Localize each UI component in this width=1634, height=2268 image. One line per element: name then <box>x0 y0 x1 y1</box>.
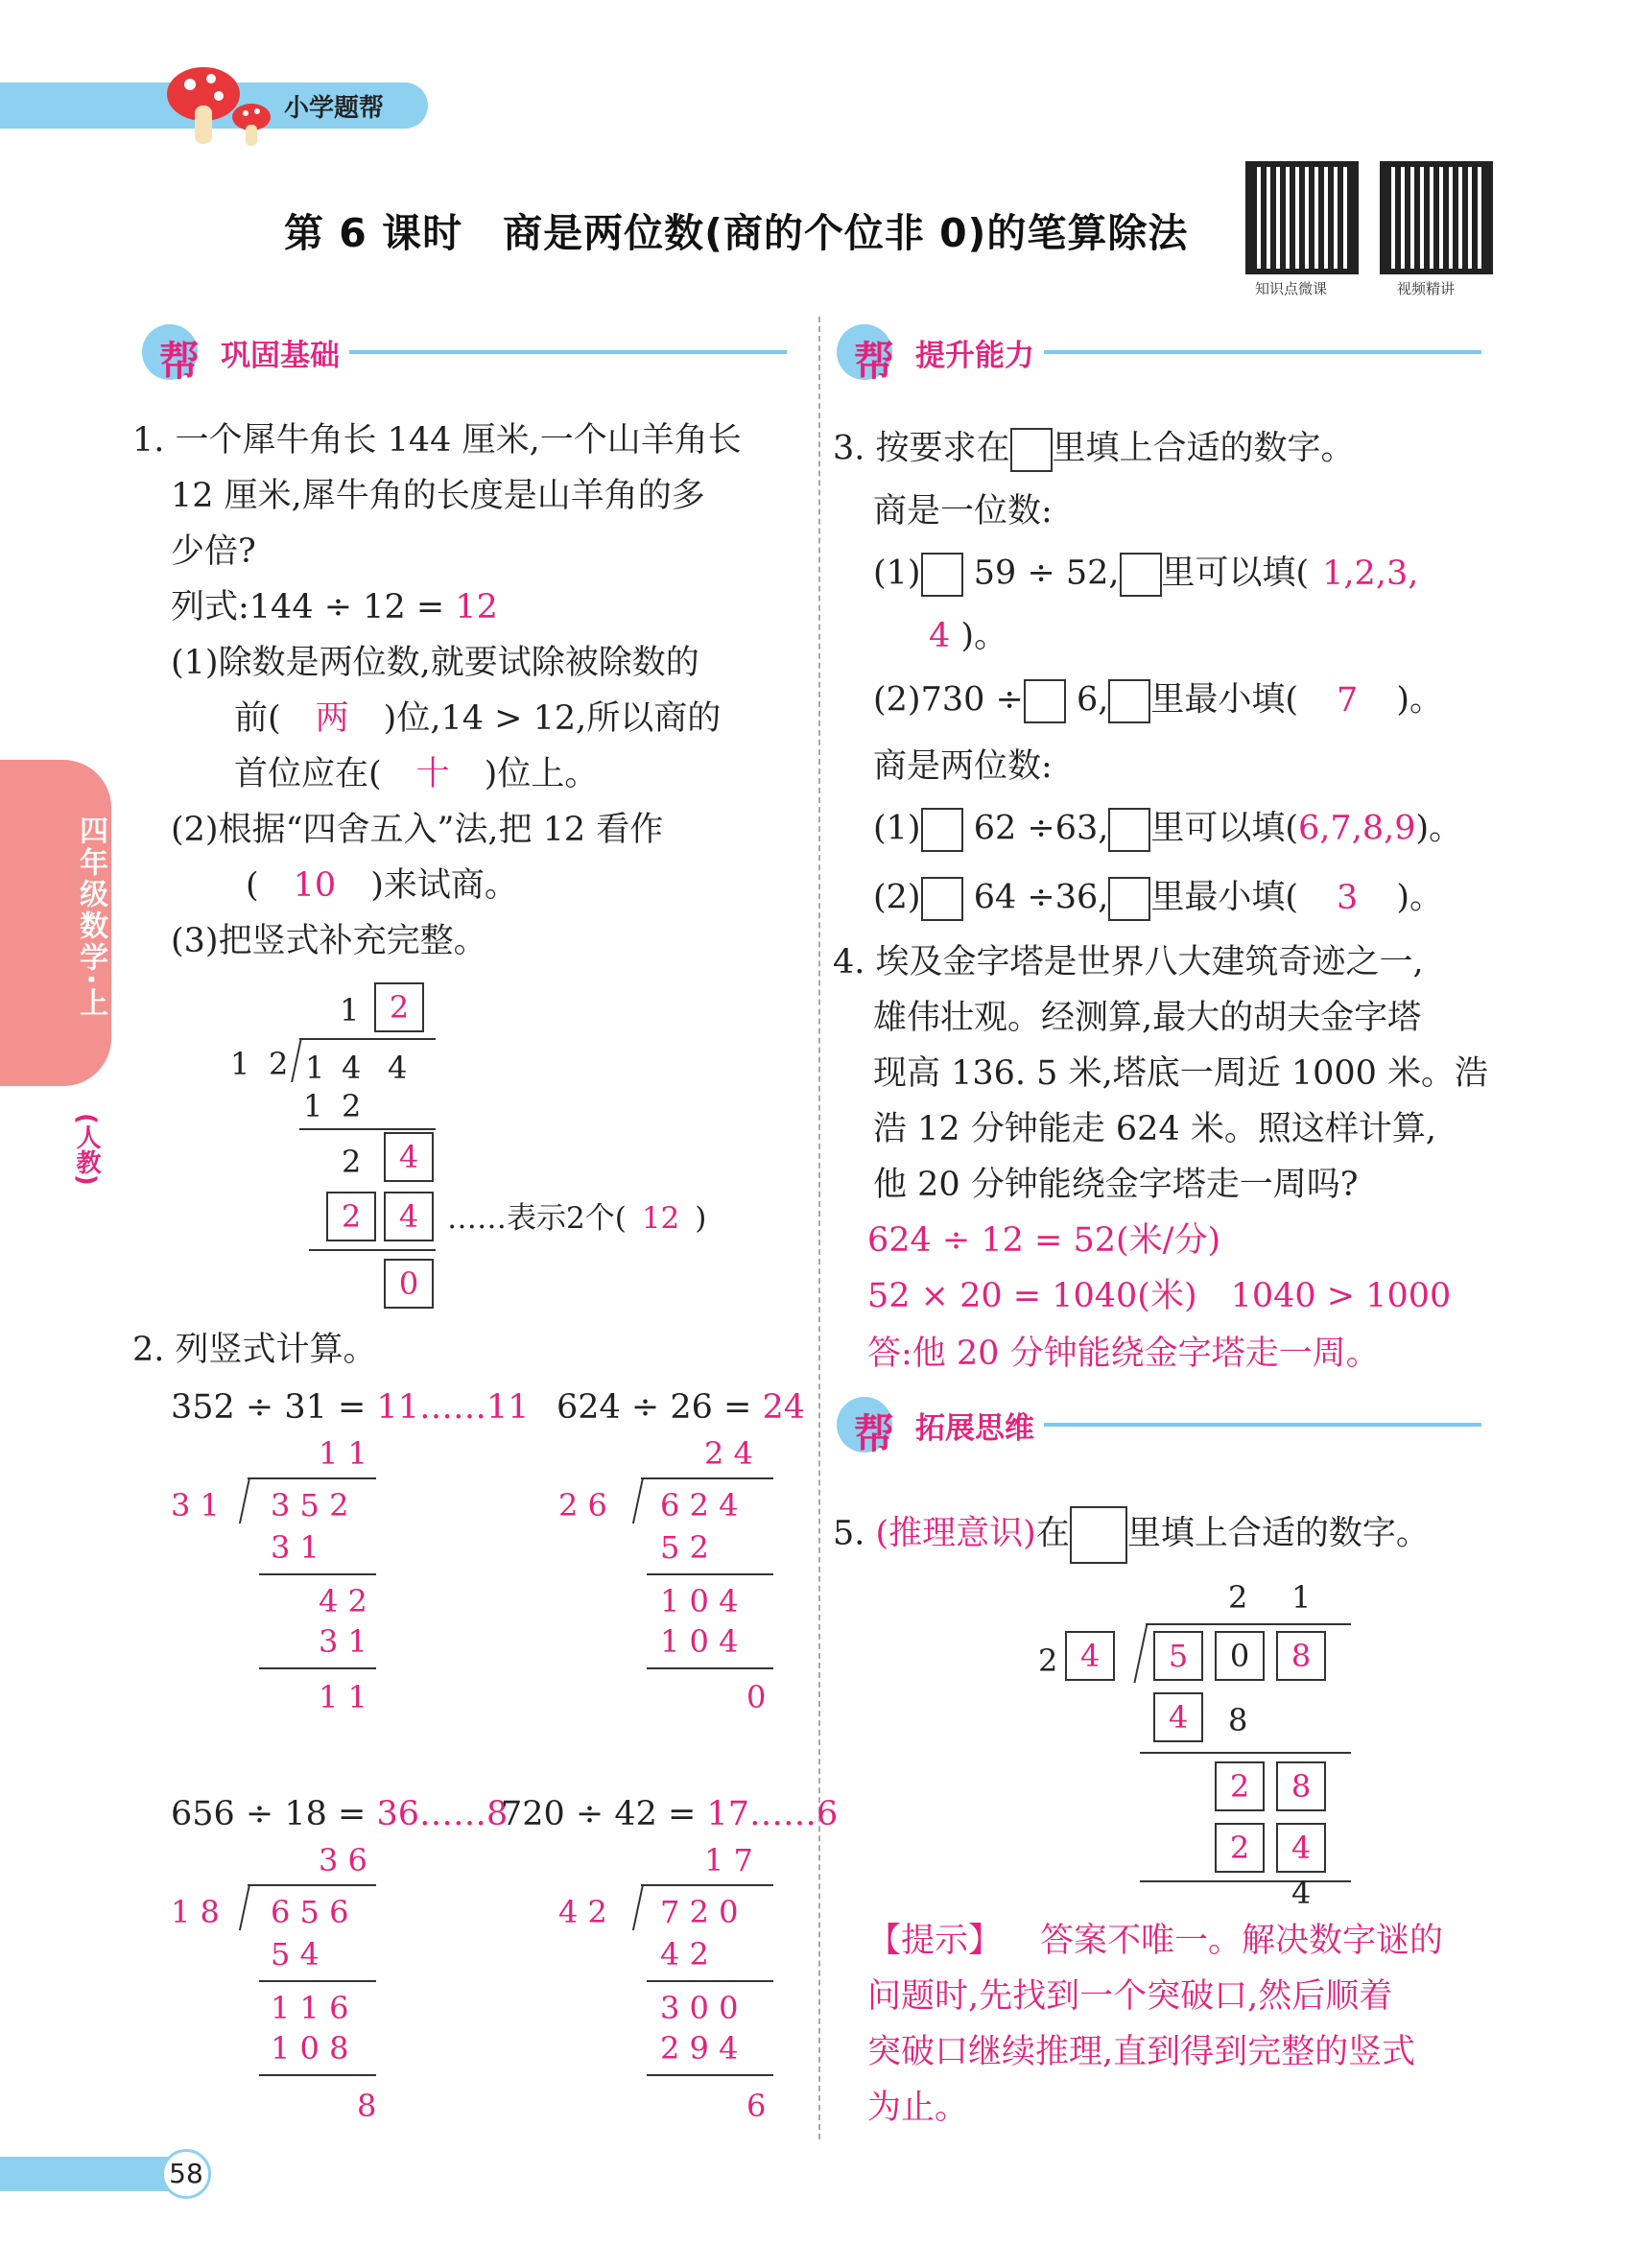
qr-code-micro-lesson[interactable] <box>1245 161 1359 274</box>
page-number: 58 <box>161 2149 211 2199</box>
brand-name: 小学题帮 <box>284 94 385 123</box>
section-rule <box>1044 1423 1481 1427</box>
qr2-label: 视频精讲 <box>1397 280 1456 297</box>
answer-box <box>1108 877 1150 921</box>
q1-step1c: 首位应在( 十 )位上。 <box>234 755 599 793</box>
answer-box[interactable] <box>921 553 963 597</box>
q4-line5: 他 20 分钟能绕金字塔走一周吗? <box>873 1166 1359 1204</box>
section-icon: 帮 <box>837 1397 892 1453</box>
qr-code-video[interactable] <box>1380 161 1493 274</box>
answer-box <box>1120 553 1162 597</box>
q2c-long-division: 3 6 1 8 6 5 6 5 4 1 1 6 1 0 8 8 <box>171 1842 377 2124</box>
q4-answer3: 答:他 20 分钟能绕金字塔走一周。 <box>867 1335 1380 1373</box>
q2a-expr: 352 ÷ 31 = 11……11 <box>171 1388 530 1427</box>
q2a-long-division: 1 1 3 1 3 5 2 3 1 4 2 3 1 1 1 <box>171 1435 411 1723</box>
q4-line1: 4. 埃及金字塔是世界八大建筑奇迹之一, <box>833 943 1424 981</box>
column-divider <box>818 317 820 2139</box>
answer-box[interactable] <box>921 808 963 852</box>
q2b-expr: 624 ÷ 26 = 24 <box>557 1388 806 1427</box>
q3-b1: (1) 62 ÷63, 里可以填(6,7,8,9)。 <box>873 808 1462 852</box>
q2a-answer: 11……11 <box>376 1388 530 1427</box>
q1-step2a: (2)根据“四舍五入”法,把 12 看作 <box>171 811 664 849</box>
q3-line1: 3. 按要求在 里填上合适的数字。 <box>833 428 1355 472</box>
mushroom-logo <box>163 58 288 149</box>
q1-step1a: (1)除数是两位数,就要试除被除数的 <box>171 644 699 682</box>
q2d-answer: 17……6 <box>706 1795 839 1833</box>
q1-formula-answer: 12 <box>455 588 498 626</box>
section-improve <box>837 324 1481 385</box>
q1-step2b: ( 10 )来试商。 <box>246 866 518 905</box>
q3-a2: (2)730 ÷ 6, 里最小填( 7 )。 <box>873 679 1443 723</box>
answer-box <box>1108 808 1150 852</box>
section-title: 巩固基础 <box>221 338 340 373</box>
q2c-expr: 656 ÷ 18 = 36……8 <box>171 1795 509 1833</box>
q2d-long-division: 1 7 4 2 7 2 0 4 2 3 0 0 2 9 4 6 <box>558 1842 808 2139</box>
answer-box-sample <box>1070 1506 1127 1564</box>
q3-one-digit: 商是一位数: <box>873 492 1053 531</box>
q5-long-division: 2 1 2 4 5 0 8 4 8 2 8 2 4 4 <box>1027 1573 1362 1900</box>
answer-box <box>1108 679 1150 723</box>
q4-line4: 浩 12 分钟能走 624 米。照这样计算, <box>873 1110 1436 1148</box>
q5-hint-line2: 问题时,先找到一个突破口,然后顺着 <box>867 1977 1393 2016</box>
q2c-answer: 36……8 <box>376 1795 509 1833</box>
q1-line3: 少倍? <box>171 532 256 571</box>
section-rule <box>349 350 787 354</box>
qr1-label: 知识点微课 <box>1255 280 1328 297</box>
grade-label: 四年级数学·上 <box>74 815 107 1020</box>
section-title: 提升能力 <box>915 338 1034 373</box>
q4-answer1: 624 ÷ 12 = 52(米/分) <box>867 1221 1221 1260</box>
q5-hint-line3: 突破口继续推理,直到得到完整的竖式 <box>867 2033 1416 2071</box>
q3-a1-cont: 4 )。 <box>929 617 1008 655</box>
answer-box[interactable] <box>921 877 963 921</box>
answer-box[interactable] <box>1024 679 1066 723</box>
q3-a1: (1) 59 ÷ 52, 里可以填( 1,2,3, <box>873 553 1418 597</box>
section-icon: 帮 <box>142 324 198 380</box>
q5-tag: (推理意识) <box>875 1514 1036 1553</box>
q1-meaning: ……表示2个( 12 ) <box>447 1201 707 1236</box>
q5-hint-line1: 【提示】 答案不唯一。解决数字谜的 <box>867 1922 1444 1960</box>
section-basic <box>142 324 787 385</box>
section-title: 拓展思维 <box>915 1410 1034 1446</box>
edition-label: (人教) <box>72 1113 101 1186</box>
section-expand <box>837 1397 1481 1457</box>
q4-line3: 现高 136. 5 米,塔底一周近 1000 米。浩 <box>873 1054 1489 1093</box>
q2d-expr: 720 ÷ 42 = 17……6 <box>501 1795 839 1833</box>
q1-line2: 12 厘米,犀牛角的长度是山羊角的多 <box>171 477 705 515</box>
q1-step3: (3)把竖式补充完整。 <box>171 922 487 960</box>
q1-formula: 列式:144 ÷ 12 = 12 <box>171 588 498 626</box>
section-icon: 帮 <box>837 324 892 380</box>
q3-b2: (2) 64 ÷36, 里最小填( 3 )。 <box>873 877 1443 921</box>
q3-two-digit: 商是两位数: <box>873 747 1053 786</box>
q5-hint-line4: 为止。 <box>867 2089 969 2127</box>
q1-line1: 1. 一个犀牛角长 144 厘米,一个山羊角长 <box>132 421 742 460</box>
q2b-answer: 24 <box>762 1388 806 1427</box>
q5-line1: 5. (推理意识)在 里填上合适的数字。 <box>833 1506 1430 1564</box>
q2b-long-division: 2 4 2 6 6 2 4 5 2 1 0 4 1 0 4 0 <box>558 1435 808 1723</box>
section-rule <box>1044 350 1481 354</box>
lesson-title: 第 6 课时 商是两位数(商的个位非 0)的笔算除法 <box>284 210 1189 256</box>
q4-line2: 雄伟壮观。经测算,最大的胡夫金字塔 <box>873 999 1422 1037</box>
q1-step1b: 前( 两 )位,14 > 12,所以商的 <box>234 699 722 738</box>
q4-answer2: 52 × 20 = 1040(米) 1040 > 1000 <box>867 1277 1452 1315</box>
q2-title: 2. 列竖式计算。 <box>132 1331 377 1369</box>
answer-box-sample <box>1010 428 1053 472</box>
